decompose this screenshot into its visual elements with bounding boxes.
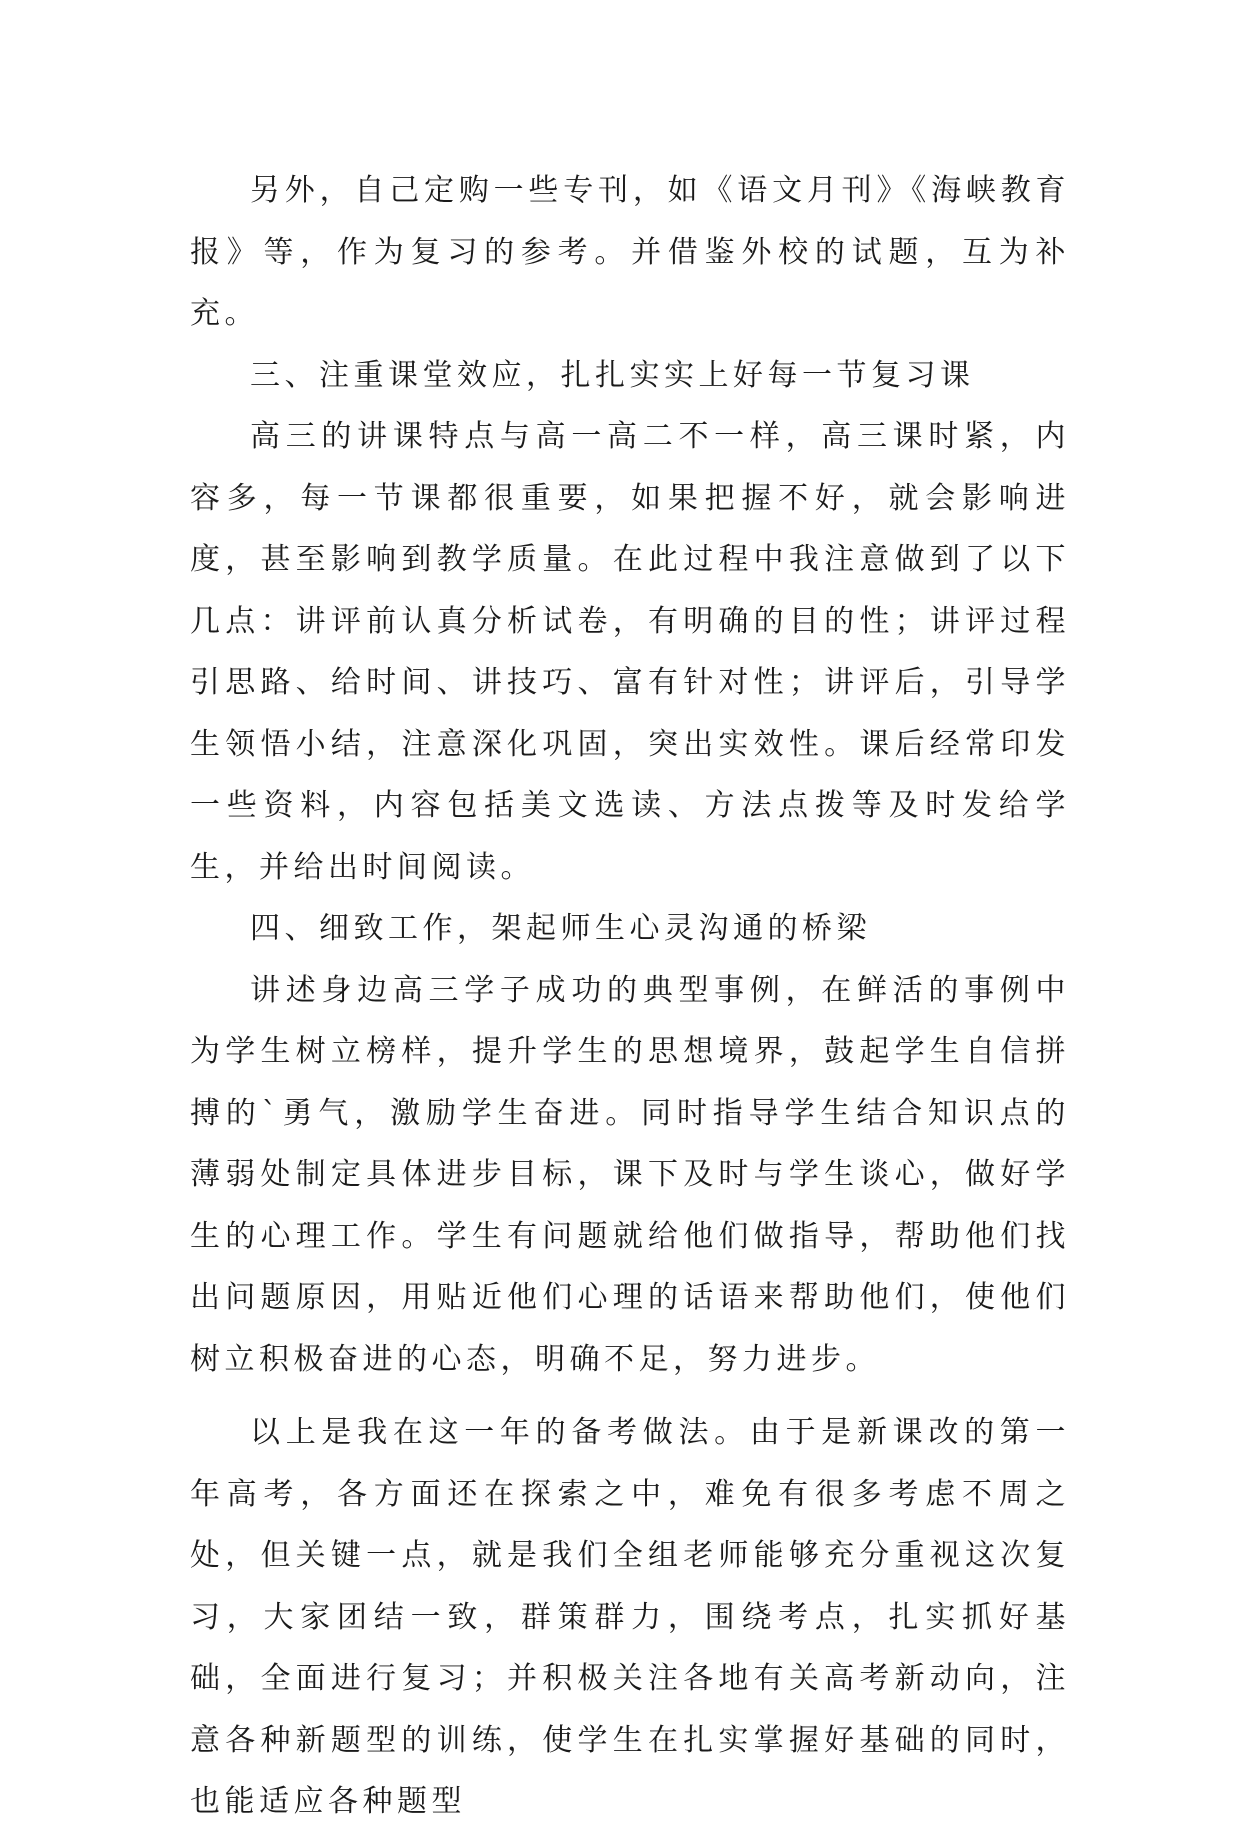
section-heading-four: 四、细致工作，架起师生心灵沟通的桥梁 [250,911,871,946]
paragraph-reference-materials: 另外，自己定购一些专刊，如《语文月刊》《海峡教育报》等，作为复习的参考。并借鉴外校的试题，互为补充。 [190,173,1070,331]
paragraph-student-communication: 讲述身边高三学子成功的典型事例，在鲜活的事例中为学生树立榜样，提升学生的思想境界，鼓起学生自信拼搏的`勇气，激励学生奋进。同时指导学生结合知识点的薄弱处制定具体进步目标，课下及时与学生谈心，做好学生的心理工作。学生有问题就给他们做指导，帮助他们找出问题原因，用贴近他们心理的话语来帮助他们，使他们树立积极奋进的心态，明确不足，努力进步。 [190,972,1070,1377]
paragraph-classroom-teaching: 高三的讲课特点与高一高二不一样，高三课时紧，内容多，每一节课都很重要，如果把握不好，就会影响进度，甚至影响到教学质量。在此过程中我注意做到了以下几点：讲评前认真分析试卷，有明确的目的性；讲评过程引思路、给时间、讲技巧、富有针对性；讲评后，引导学生领悟小结，注意深化巩固，突出实效性。课后经常印发一些资料，内容包括美文选读、方法点拨等及时发给学生，并给出时间阅读。 [190,419,1070,885]
section-heading-three: 三、注重课堂效应，扎扎实实上好每一节复习课 [250,357,975,393]
paragraph-summary: 以上是我在这一年的备考做法。由于是新课改的第一年高考，各方面还在探索之中，难免有很多考虑不周之处，但关键一点，就是我们全组老师能够充分重视这次复习，大家团结一致，群策群力，围绕考点，扎实抓好基础，全面进行复习；并积极关注各地有关高考新动向，注意各种新题型的训练，使学生在扎实掌握好基础的同时，也能适应各种题型 [190,1415,1070,1819]
body-text [190,160,1070,1833]
